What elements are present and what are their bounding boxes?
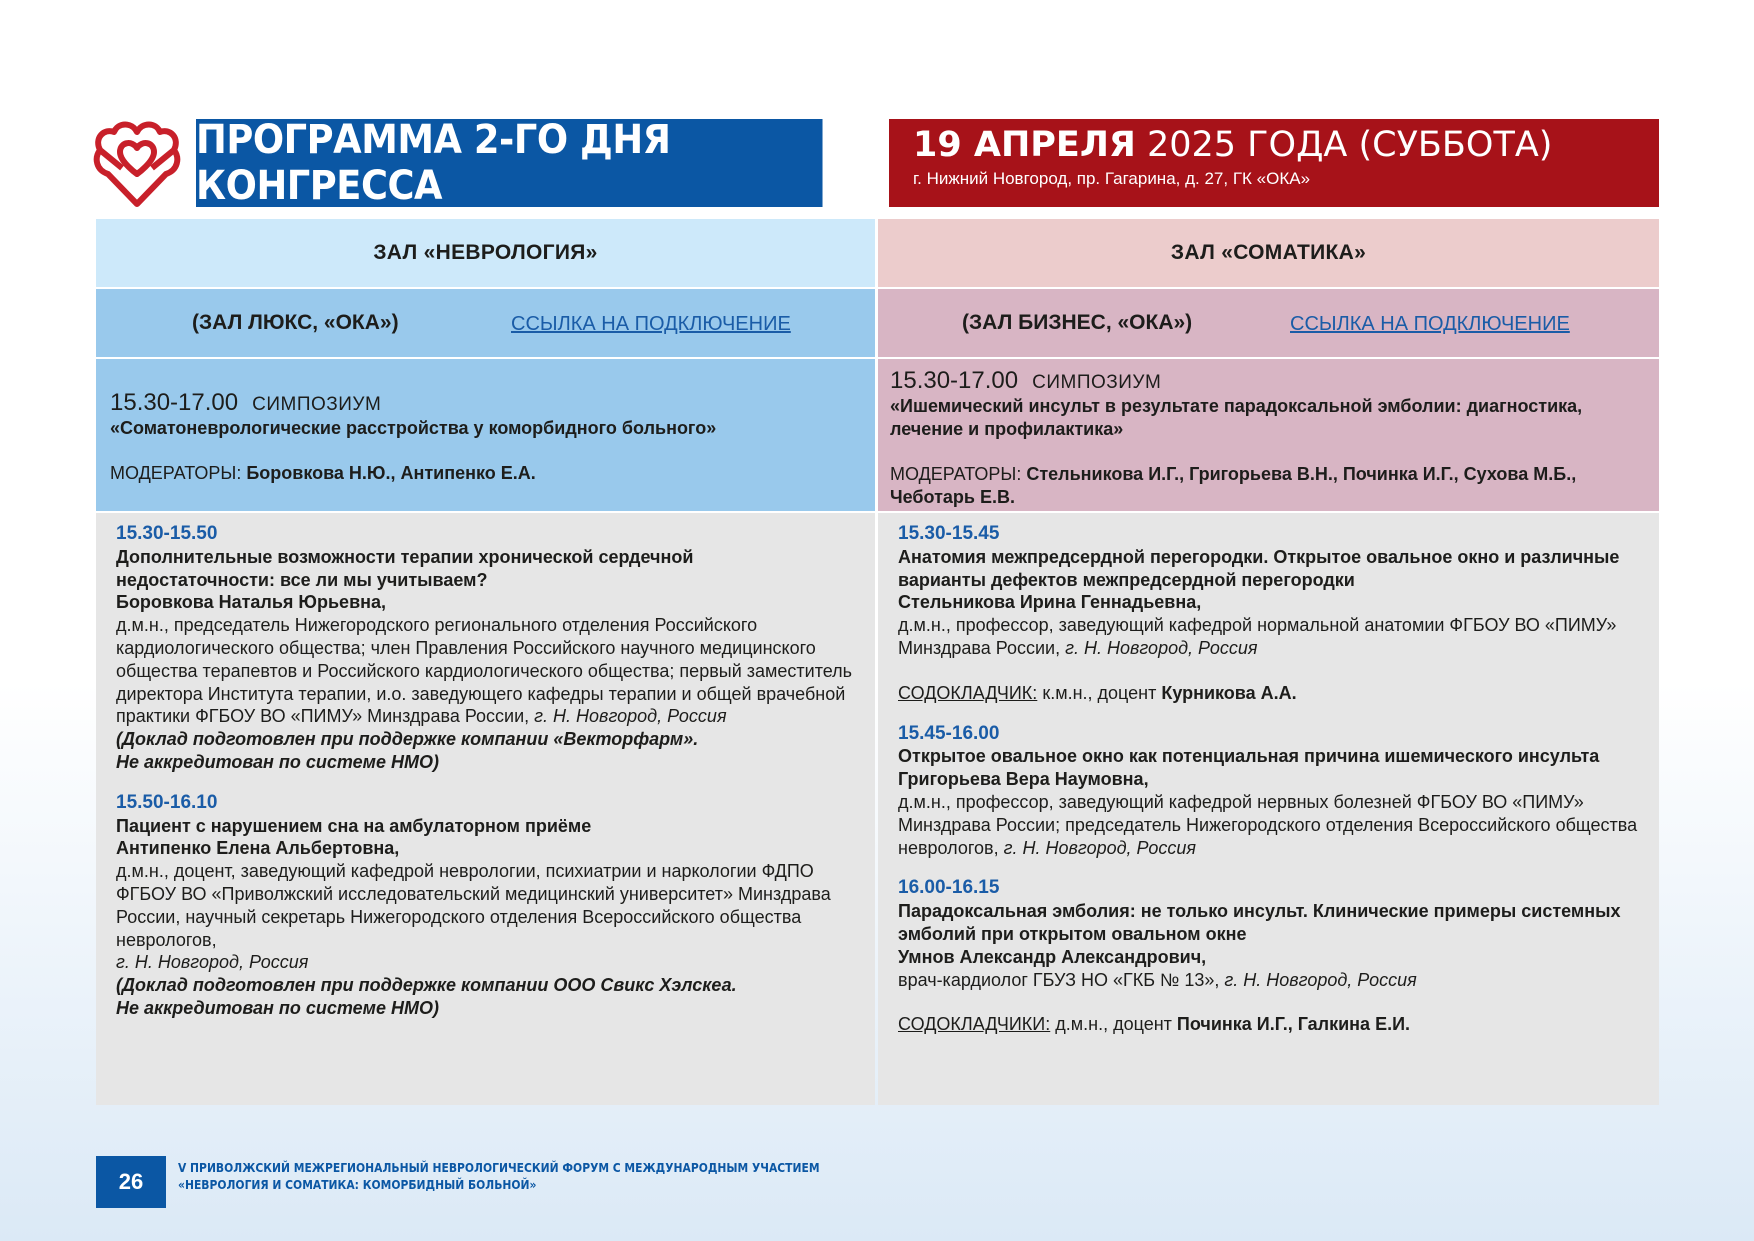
page-title: ПРОГРАММА 2-ГО ДНЯ КОНГРЕССА: [196, 119, 823, 207]
page-number: 26: [96, 1156, 166, 1208]
left-connect-link[interactable]: ССЫЛКА НА ПОДКЛЮЧЕНИЕ: [511, 313, 791, 335]
co-speakers: [898, 682, 1639, 705]
talk-title: Парадоксальная эмболия: не только инсульт. Клинические примеры системных эмболий при открытом овальном окне: [898, 901, 1621, 944]
footer-line-2: «НЕВРОЛОГИЯ И СОМАТИКА: КОМОРБИДНЫЙ БОЛЬНОЙ»: [178, 1177, 537, 1192]
right-symposium-title: «Ишемический инсульт в результате парадоксальной эмболии: диагностика, лечение и профилактика»: [890, 396, 1583, 439]
congress-logo: [92, 118, 182, 208]
talk: [898, 877, 1639, 1036]
talk-title: Дополнительные возможности терапии хронической сердечной недостаточности: все ли мы учитываем?: [116, 546, 694, 590]
left-talks: [96, 513, 875, 1105]
left-room-row: [96, 289, 875, 357]
talk-speaker: Боровкова Наталья Юрьевна,: [116, 592, 387, 613]
talk-desc-text: д.м.н., профессор, заведующий кафедрой нервных болезней ФГБОУ ВО «ПИМУ» Минздрава России; председатель Нижегородского отделения Всероссийского общества неврологов,: [898, 791, 1638, 858]
talk-title: Открытое овальное окно как потенциальная причина ишемического инсульта: [898, 746, 1600, 767]
co-speakers-names: Починка И.Г., Галкина Е.И.: [1176, 1014, 1411, 1035]
left-symposium: [96, 359, 875, 511]
co-speakers: [898, 1013, 1639, 1036]
right-symposium-time: 15.30-17.00: [890, 367, 1019, 394]
talk-description: [898, 614, 1639, 660]
left-room-name: (ЗАЛ ЛЮКС, «ОКА»): [192, 311, 399, 334]
talk-speaker: Стельникова Ирина Геннадьевна,: [898, 592, 1202, 613]
talk-time: 15.30-15.45: [898, 523, 1000, 544]
talk-speaker: Антипенко Елена Альбертовна,: [116, 838, 400, 859]
co-speakers-degree: д.м.н., доцент: [1050, 1014, 1177, 1035]
talk-note: (Доклад подготовлен при поддержке компании «Векторфарм».: [116, 729, 699, 750]
co-speakers-label: СОДОКЛАДЧИКИ:: [898, 1014, 1051, 1035]
left-moderators-label: МОДЕРАТОРЫ:: [110, 463, 247, 483]
left-moderators-names: Боровкова Н.Ю., Антипенко Е.А.: [246, 463, 536, 483]
right-talks: [878, 513, 1659, 1105]
date-line: [913, 125, 1659, 165]
talk-title: Анатомия межпредсердной перегородки. Открытое овальное окно и различные варианты дефектов межпредсердной перегородки: [898, 546, 1620, 590]
talk-desc-text: д.м.н., председатель Нижегородского регионального отделения Российского кардиологического общества; член Правления Российского научного медицинского общества терапевтов и Российского кардиологического общества; первый заместитель директора Института терапии, и.о. заведующего кафедры терапии и общей врачебной практики ФГБОУ ВО «ПИМУ» Минздрава России,: [116, 615, 853, 727]
right-moderators: [890, 463, 1647, 509]
right-symposium-label: СИМПОЗИУМ: [1032, 372, 1162, 393]
right-room-row: [878, 289, 1659, 357]
talk-city: г. Н. Новгород, Россия: [1003, 837, 1196, 858]
talk-speaker: Григорьева Вера Наумовна,: [898, 769, 1149, 790]
talk-city: г. Н. Новгород, Россия: [534, 706, 727, 727]
left-symposium-label: СИМПОЗИУМ: [252, 394, 382, 415]
talk: [898, 523, 1639, 705]
right-symposium: [878, 359, 1659, 511]
talk-speaker: Умнов Александр Александрович,: [898, 946, 1207, 967]
right-hall-header: ЗАЛ «СОМАТИКА»: [878, 219, 1659, 287]
talk-city: г. Н. Новгород, Россия: [1224, 969, 1417, 990]
talk-city: г. Н. Новгород, Россия: [116, 952, 309, 973]
right-moderators-label: МОДЕРАТОРЫ:: [890, 464, 1027, 484]
footer-forum-title: [178, 1159, 820, 1193]
talk: [116, 523, 855, 774]
talk-time: 15.30-15.50: [116, 523, 218, 544]
talk-description: [898, 791, 1639, 859]
talk-description: [116, 614, 855, 728]
talk-note: (Доклад подготовлен при поддержке компании ООО Свикс Хэлскеа.: [116, 975, 737, 996]
co-speakers-names: Курникова А.А.: [1161, 682, 1297, 703]
talk-desc-text: врач-кардиолог ГБУЗ НО «ГКБ № 13»,: [898, 969, 1225, 990]
right-room-name: (ЗАЛ БИЗНЕС, «ОКА»): [962, 311, 1193, 334]
date-bold: 19 АПРЕЛЯ: [913, 125, 1136, 165]
talk-time: 16.00-16.15: [898, 877, 1000, 899]
talk-title: Пациент с нарушением сна на амбулаторном приёме: [116, 815, 592, 836]
left-moderators: [110, 462, 861, 485]
co-speakers-label: СОДОКЛАДЧИК:: [898, 682, 1038, 703]
talk-time: 15.50-16.10: [116, 791, 218, 813]
footer-line-1: V ПРИВОЛЖСКИЙ МЕЖРЕГИОНАЛЬНЫЙ НЕВРОЛОГИЧЕСКИЙ ФОРУМ С МЕЖДУНАРОДНЫМ УЧАСТИЕМ: [178, 1160, 820, 1175]
talk-city: г. Н. Новгород, Россия: [1065, 637, 1258, 658]
left-hall-header: ЗАЛ «НЕВРОЛОГИЯ»: [96, 219, 875, 287]
talk-note: Не аккредитован по системе НМО): [116, 751, 439, 772]
right-connect-link[interactable]: ССЫЛКА НА ПОДКЛЮЧЕНИЕ: [1290, 313, 1570, 335]
co-speakers-degree: к.м.н., доцент: [1037, 682, 1162, 703]
date-banner: [889, 119, 1659, 207]
talk: [898, 723, 1639, 860]
left-symposium-time: 15.30-17.00: [110, 389, 239, 416]
talk-time: 15.45-16.00: [898, 722, 1000, 744]
talk-desc-text: д.м.н., профессор, заведующий кафедрой нормальной анатомии ФГБОУ ВО «ПИМУ» Минздрава России,: [898, 615, 1617, 658]
talk-description: д.м.н., доцент, заведующий кафедрой неврологии, психиатрии и наркологии ФДПО ФГБОУ ВО «Приволжский исследовательский медицинский университет» Минздрава России, научный секретарь Нижегородского отделения Всероссийского общества неврологов,: [116, 861, 831, 950]
left-symposium-title: «Соматоневрологические расстройства у коморбидного больного»: [110, 418, 717, 438]
venue-address: г. Нижний Новгород, пр. Гагарина, д. 27, ГК «ОКА»: [913, 169, 1311, 188]
date-rest: 2025 ГОДА (СУББОТА): [1135, 125, 1553, 165]
talk-note: Не аккредитован по системе НМО): [116, 997, 439, 1018]
right-moderators-names: Стельникова И.Г., Григорьева В.Н., Починка И.Г., Сухова М.Б., Чеботарь Е.В.: [890, 464, 1577, 507]
talk-description: [898, 969, 1639, 992]
talk: [116, 792, 855, 1020]
